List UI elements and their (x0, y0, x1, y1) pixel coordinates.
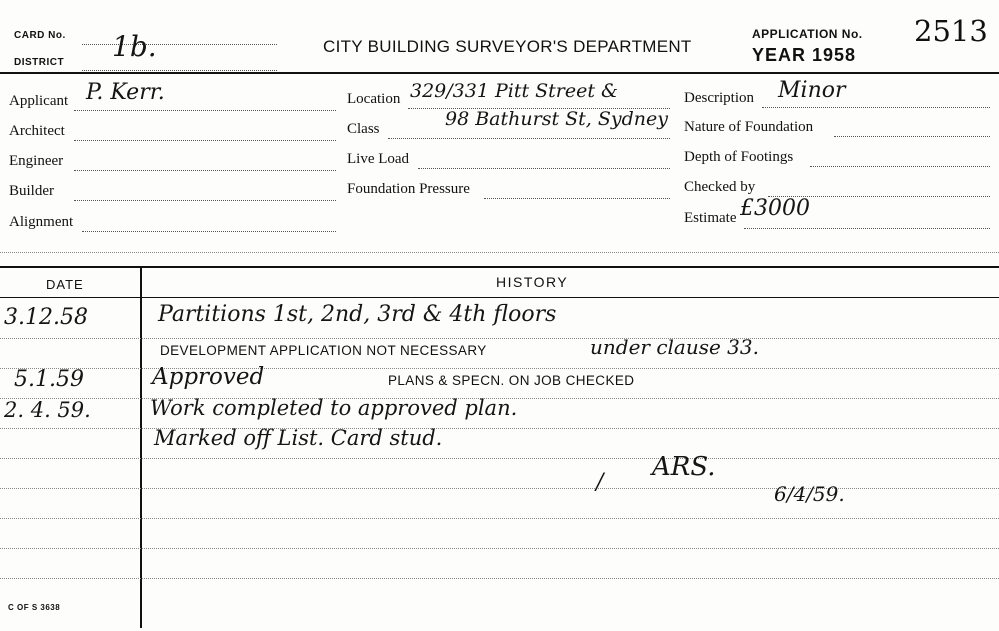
department-title: CITY BUILDING SURVEYOR'S DEPARTMENT (323, 37, 692, 56)
history-mark: / (596, 470, 604, 495)
nature-of-foundation-label: Nature of Foundation (684, 119, 814, 135)
history-rule (0, 458, 999, 459)
history-rule (0, 338, 999, 339)
history-initials: ARS. (652, 452, 716, 482)
estimate-value: £3000 (740, 196, 810, 221)
history-stamp-development: DEVELOPMENT APPLICATION NOT NECESSARY (160, 343, 487, 358)
engineer-line (74, 170, 336, 171)
description-line (762, 107, 990, 108)
history-text-4: Work completed to approved plan. (150, 396, 518, 420)
history-rule (0, 428, 999, 429)
header-divider (0, 72, 999, 74)
architect-label: Architect (9, 123, 65, 139)
history-text-5: Marked off List. Card stud. (154, 426, 443, 450)
district-label: DISTRICT (14, 57, 65, 68)
estimate-label: Estimate (684, 210, 737, 226)
history-text-3: Approved (152, 364, 265, 390)
history-rule (0, 548, 999, 549)
class-value: 98 Bathurst St, Sydney (445, 108, 668, 130)
history-stamp-plans: PLANS & SPECN. ON JOB CHECKED (388, 373, 635, 388)
class-label: Class (347, 121, 380, 137)
alignment-label: Alignment (9, 214, 74, 230)
history-sign-date: 6/4/59. (774, 482, 845, 506)
applicant-value: P. Kerr. (86, 80, 165, 105)
history-header-border (0, 297, 999, 298)
card-no-label: CARD No. (14, 30, 66, 41)
application-no-value: 2513 (914, 14, 988, 48)
separator-dotted (0, 252, 999, 253)
builder-label: Builder (9, 183, 54, 199)
application-no-label: APPLICATION No. (752, 27, 863, 41)
live-load-line (418, 168, 670, 169)
builder-line (74, 200, 336, 201)
history-date-4: 2. 4. 59. (4, 398, 91, 422)
checked-by-label: Checked by (684, 179, 756, 195)
foundation-pressure-label: Foundation Pressure (347, 181, 470, 197)
class-line (388, 138, 670, 139)
architect-line (74, 140, 336, 141)
nature-of-foundation-line (834, 136, 990, 137)
form-number: C OF S 3638 (8, 603, 61, 612)
history-rule (0, 368, 999, 369)
history-top-border (0, 266, 999, 268)
location-label: Location (347, 91, 401, 107)
applicant-line (74, 110, 336, 111)
depth-of-footings-line (810, 166, 990, 167)
history-text-1: Partitions 1st, 2nd, 3rd & 4th floors (158, 302, 557, 327)
live-load-label: Live Load (347, 151, 410, 167)
history-column-header: HISTORY (496, 274, 569, 290)
district-value: 1b. (112, 30, 157, 63)
alignment-line (82, 231, 336, 232)
depth-of-footings-label: Depth of Footings (684, 149, 794, 165)
date-column-header: DATE (46, 277, 84, 292)
history-rule (0, 518, 999, 519)
history-date-1: 3.12.58 (4, 305, 88, 330)
description-value: Minor (778, 78, 846, 103)
district-line (82, 70, 277, 71)
history-rule (0, 578, 999, 579)
foundation-pressure-line (484, 198, 670, 199)
history-date-3: 5.1.59 (14, 367, 84, 392)
estimate-line (744, 228, 990, 229)
description-label: Description (684, 90, 754, 106)
history-rule (0, 488, 999, 489)
location-value: 329/331 Pitt Street & (410, 80, 618, 102)
engineer-label: Engineer (9, 153, 64, 169)
history-text-2: under clause 33. (590, 335, 759, 359)
date-column-divider (140, 268, 142, 628)
applicant-label: Applicant (9, 93, 69, 109)
year-label: YEAR 1958 (752, 45, 857, 65)
